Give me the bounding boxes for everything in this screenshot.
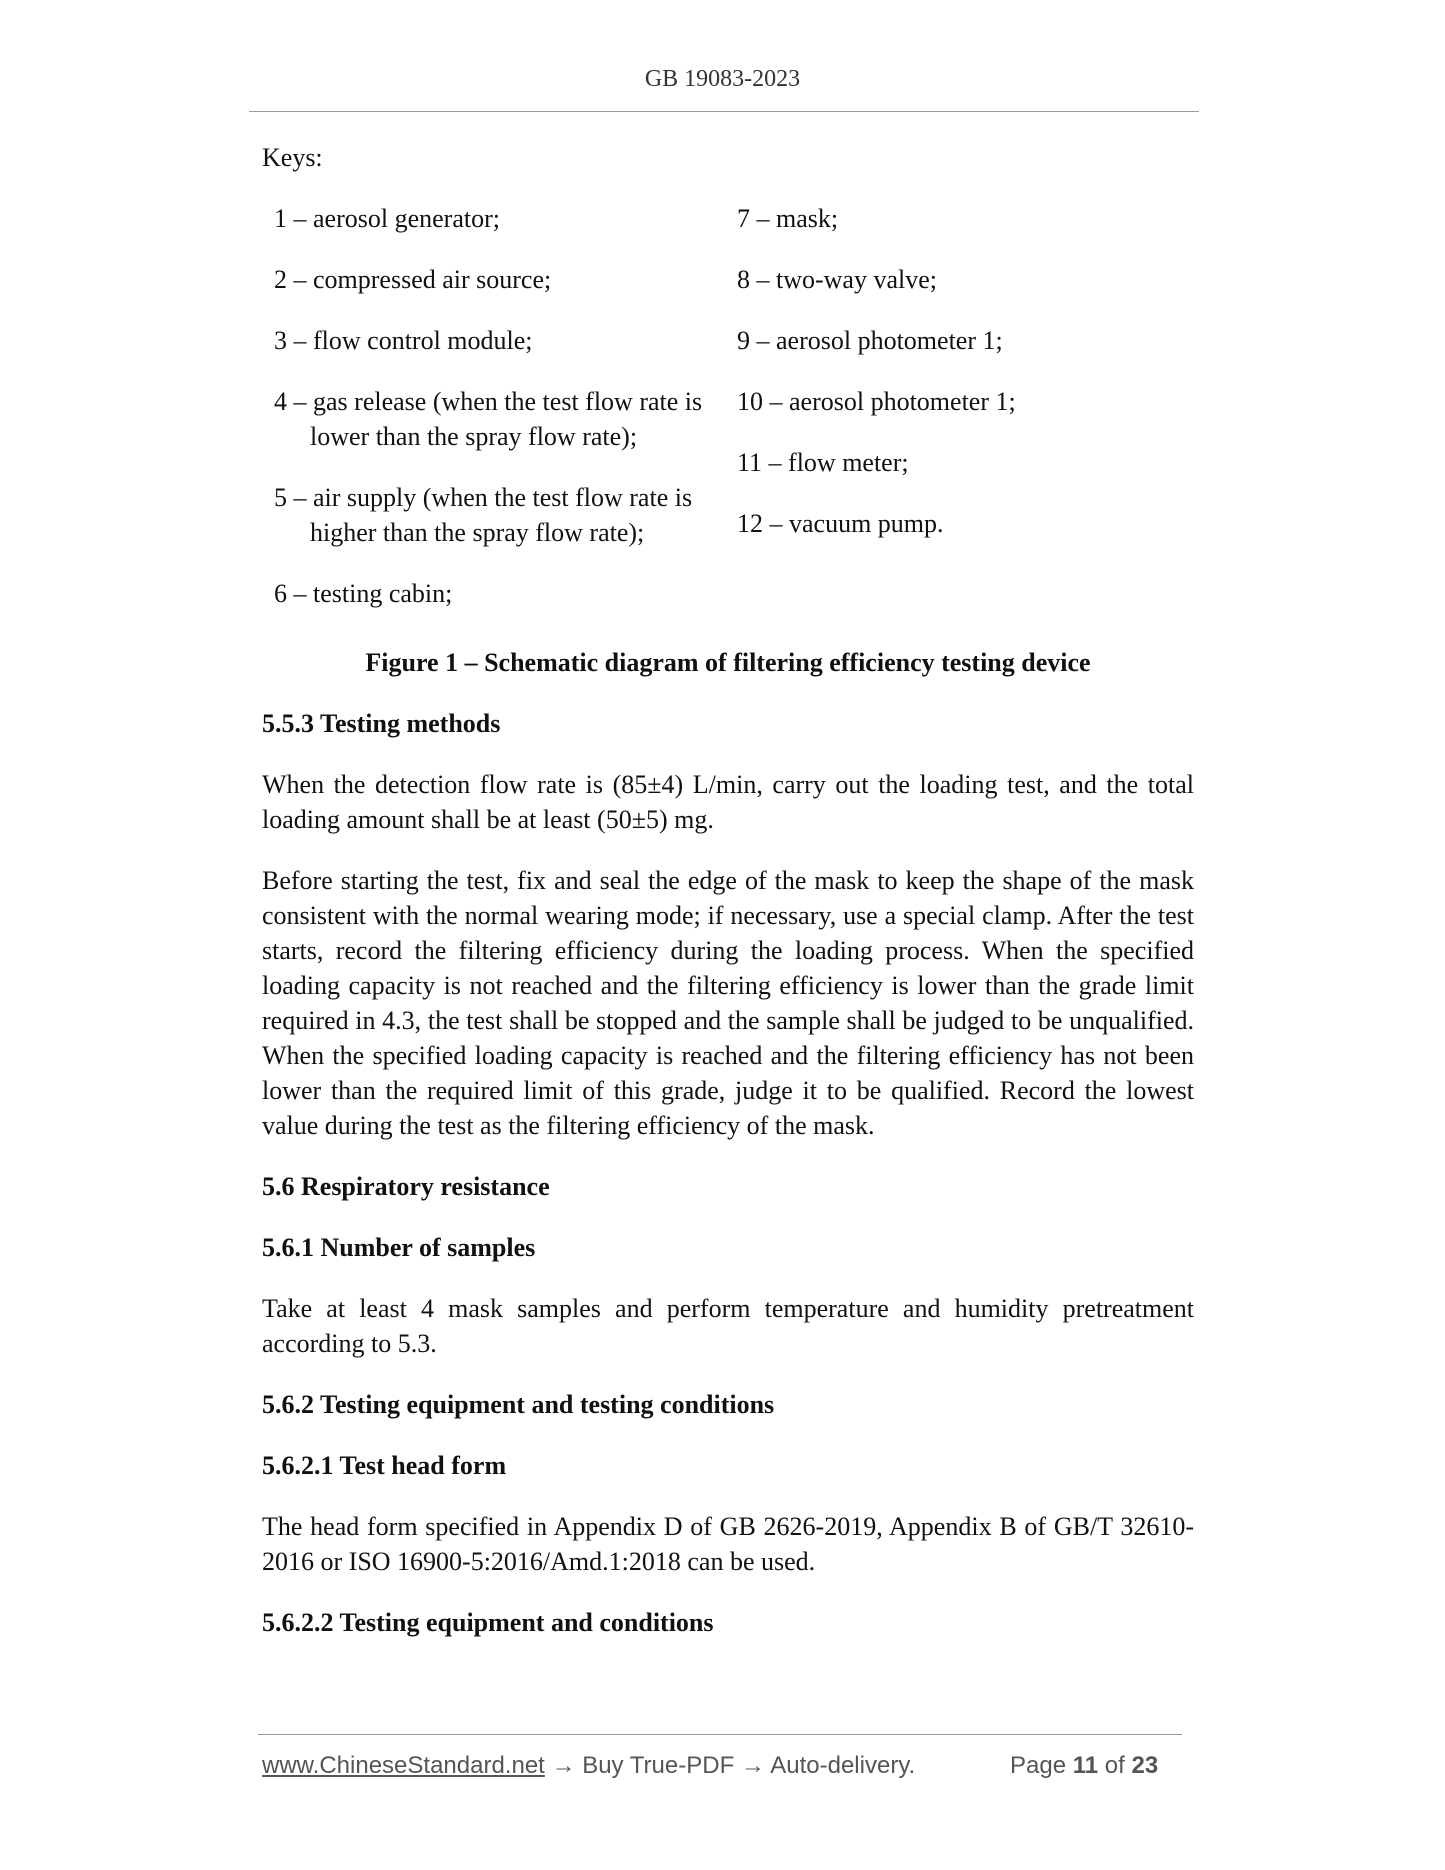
key-item-5: 5 – air supply (when the test flow rate is higher than the spray flow rate);: [274, 483, 693, 547]
buy-true-pdf-text: Buy True-PDF: [582, 1752, 735, 1779]
key-item-7: 7 – mask;: [737, 204, 839, 233]
page-label: Page: [1010, 1752, 1067, 1779]
key-item-10: 10 – aerosol photometer 1;: [737, 387, 1016, 416]
website-link[interactable]: www.ChineseStandard.net: [262, 1752, 545, 1779]
document-header-title: GB 19083-2023: [644, 66, 801, 92]
paragraph-5-6-1-1: Take at least 4 mask samples and perform temperature and humidity pretreatment according to 5.3.: [262, 1294, 1194, 1358]
section-heading-5-6-1: 5.6.1 Number of samples: [262, 1233, 536, 1262]
paragraph-5-5-3-1: When the detection flow rate is (85±4) L/min, carry out the loading test, and the total loading amount shall be at least (50±5) mg.: [262, 770, 1194, 834]
page-number: 11: [1072, 1752, 1099, 1779]
page-content: [262, 140, 1194, 1666]
page-total: 23: [1131, 1752, 1159, 1779]
paragraph-5-5-3-2: Before starting the test, fix and seal the edge of the mask to keep the shape of the mask consistent with the normal wearing mode; if necessary, use a special clamp. After the test starts, record the filtering efficiency during the loading process. When the specified loading capacity is not reached and the filtering efficiency is lower than the grade limit required in 4.3, the test shall be stopped and the sample shall be judged to be unqualified. When the specified loading capacity is reached and the filtering efficiency has not been lower than the required limit of this grade, judge it to be qualified. Record the lowest value during the test as the filtering efficiency of the mask.: [262, 866, 1194, 1140]
key-item-3: 3 – flow control module;: [274, 326, 533, 355]
key-item-6: 6 – testing cabin;: [274, 579, 453, 608]
header-divider: [249, 111, 1199, 112]
keys-column-left: [274, 201, 737, 637]
keys-heading: Keys:: [262, 143, 323, 172]
page-indicator: [1010, 1752, 1158, 1780]
section-heading-5-6-2-1: 5.6.2.1 Test head form: [262, 1451, 507, 1480]
key-item-4: 4 – gas release (when the test flow rate is lower than the spray flow rate);: [274, 387, 703, 451]
keys-column-right: [737, 201, 1177, 637]
key-item-9: 9 – aerosol photometer 1;: [737, 326, 1003, 355]
paragraph-5-6-2-1-1: The head form specified in Appendix D of GB 2626-2019, Appendix B of GB/T 32610-2016 or ISO 16900-5:2016/Amd.1:2018 can be used.: [262, 1512, 1194, 1576]
key-item-2: 2 – compressed air source;: [274, 265, 552, 294]
figure-keys-list: [274, 201, 1194, 637]
section-heading-5-5-3: 5.5.3 Testing methods: [262, 709, 501, 738]
key-item-8: 8 – two-way valve;: [737, 265, 938, 294]
auto-delivery-text: Auto-delivery.: [770, 1752, 916, 1779]
arrow-right-icon: →: [734, 1752, 771, 1779]
section-heading-5-6-2: 5.6.2 Testing equipment and testing conditions: [262, 1390, 775, 1419]
section-heading-5-6: 5.6 Respiratory resistance: [262, 1172, 550, 1201]
footer-divider: [258, 1734, 1182, 1735]
key-item-12: 12 – vacuum pump.: [737, 509, 944, 538]
of-label: of: [1104, 1752, 1125, 1779]
page-footer: [262, 1752, 1182, 1780]
key-item-11: 11 – flow meter;: [737, 448, 909, 477]
section-heading-5-6-2-2: 5.6.2.2 Testing equipment and conditions: [262, 1608, 714, 1637]
arrow-right-icon: →: [544, 1752, 583, 1779]
figure-caption: Figure 1 – Schematic diagram of filtering efficiency testing device: [365, 648, 1091, 677]
key-item-1: 1 – aerosol generator;: [274, 204, 500, 233]
